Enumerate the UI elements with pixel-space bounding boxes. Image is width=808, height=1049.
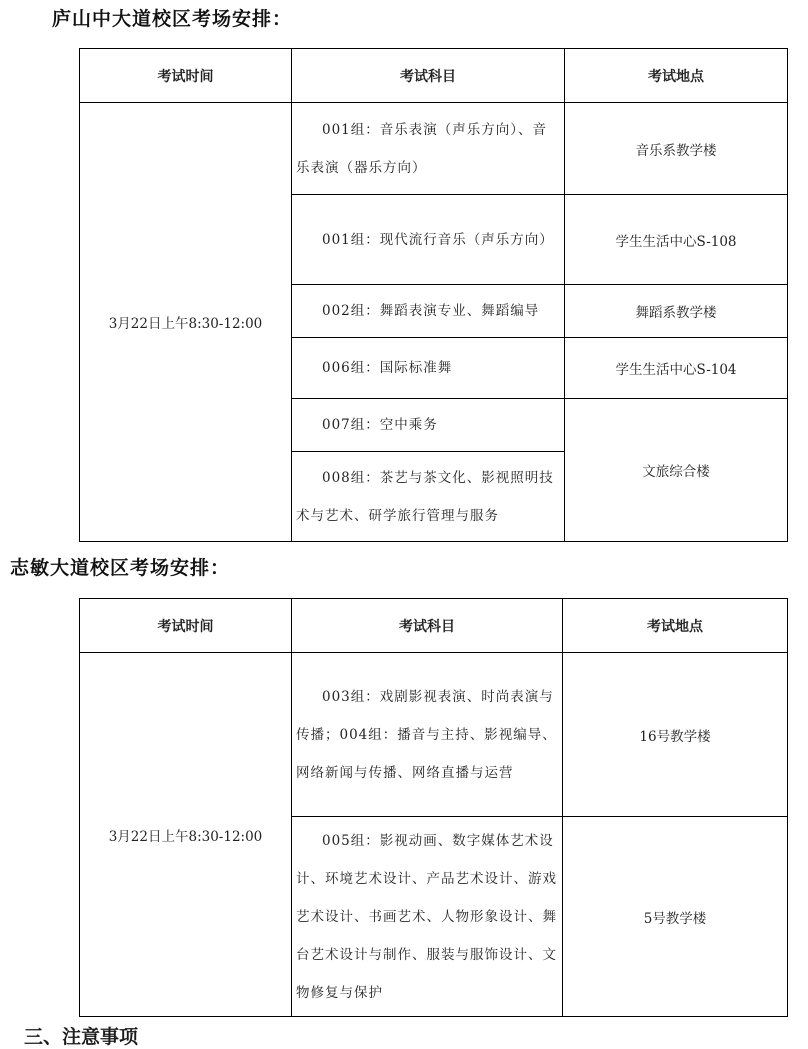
- header-time: 考试时间: [80, 49, 292, 103]
- exam-time: 3月22日上午8:30-12:00: [80, 103, 292, 542]
- section1-heading: 庐山中大道校区考场安排：: [52, 8, 293, 30]
- exam-location: 学生生活中心S-108: [565, 195, 788, 285]
- exam-subject: 001组：现代流行音乐（声乐方向）: [292, 195, 565, 285]
- table-row: [80, 653, 788, 817]
- notes-heading: 三、注意事项: [24, 1026, 139, 1048]
- exam-subject: 006组：国际标准舞: [292, 338, 565, 399]
- exam-subject: 002组：舞蹈表演专业、舞蹈编导: [292, 285, 565, 338]
- exam-subject: 001组：音乐表演（声乐方向）、音乐表演（器乐方向）: [292, 103, 565, 195]
- section2-heading: 志敏大道校区考场安排：: [10, 557, 231, 579]
- header-location: 考试地点: [565, 49, 788, 103]
- header-location: 考试地点: [563, 599, 788, 653]
- table-header-row: [80, 49, 788, 103]
- exam-location: 音乐系教学楼: [565, 103, 788, 195]
- section1-table: [79, 48, 788, 542]
- section2-table: [79, 598, 788, 1017]
- exam-subject: 005组：影视动画、数字媒体艺术设计、环境艺术设计、产品艺术设计、游戏艺术设计、书画艺术、人物形象设计、舞台艺术设计与制作、服装与服饰设计、文物修复与保护: [292, 817, 563, 1017]
- exam-location: 学生生活中心S-104: [565, 338, 788, 399]
- exam-subject: 007组：空中乘务: [292, 399, 565, 452]
- header-subject: 考试科目: [292, 599, 563, 653]
- header-time: 考试时间: [80, 599, 292, 653]
- header-subject: 考试科目: [292, 49, 565, 103]
- exam-subject: 008组：茶艺与茶文化、影视照明技术与艺术、研学旅行管理与服务: [292, 452, 565, 542]
- exam-location: 文旅综合楼: [565, 399, 788, 542]
- exam-subject: 003组：戏剧影视表演、时尚表演与传播；004组：播音与主持、影视编导、网络新闻与传播、网络直播与运营: [292, 653, 563, 817]
- table-header-row: [80, 599, 788, 653]
- exam-location: 16号教学楼: [563, 653, 788, 817]
- table-row: [80, 103, 788, 195]
- exam-time: 3月22日上午8:30-12:00: [80, 653, 292, 1017]
- exam-location: 5号教学楼: [563, 817, 788, 1017]
- exam-location: 舞蹈系教学楼: [565, 285, 788, 338]
